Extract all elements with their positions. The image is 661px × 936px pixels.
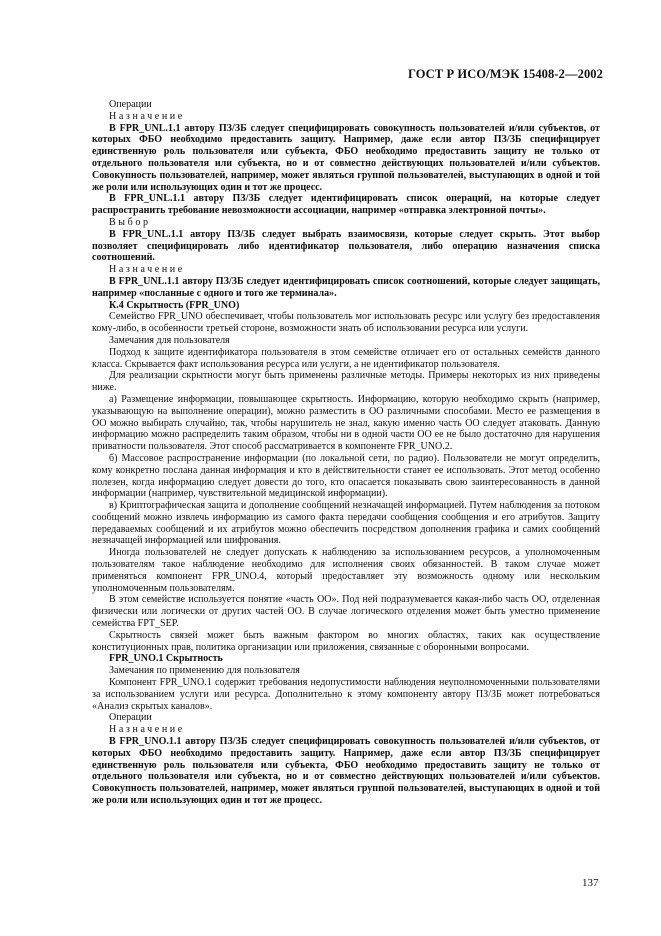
paragraph: В FPR_UNL.1.1 автору ПЗ/ЗБ следует идентифицировать список операций, на которые следует распространить требование невозможности ассоциации, например «отправка электронной почты». [92, 193, 600, 217]
paragraph: Замечания по применению для пользователя [109, 665, 300, 677]
paragraph: В FPR_UNL.1.1 автору ПЗ/ЗБ следует специфицировать совокупность пользователей и/или субъектов, от которых ФБО необходимо предоставить защиту. Например, даже если автор ПЗ/ЗБ специфицирует единственную роль пользователя или субъекта, ФБО необходимо предоставить защиту не только от отдельного пользователя или субъекта, но и от совместно действующих пользователей и/или субъектов. Совокупность пользователей, например, может являться группой пользователей, выступающих в одной и той же роли или использующих один и тот же процесс. [92, 122, 600, 193]
page-header: ГОСТ Р ИСО/МЭК 15408-2—2002 [407, 67, 603, 81]
paragraph: Операции [109, 712, 152, 724]
paragraph: FPR_UNO.1 Скрытность [109, 653, 223, 665]
paragraph: Иногда пользователей не следует допускать к наблюдению за использованием ресурсов, а уполномоченным пользователям такое наблюдение необходимо для исполнения своих обязанностей. В таком случае может применяться компонент FPR_UNO.4, который предоставляет эту возможность одному или нескольким уполномоченным пользователям. [92, 547, 600, 594]
paragraph: Для реализации скрытности могут быть применены различные методы. Примеры некоторых из них приведены ниже. [92, 370, 600, 394]
paragraph: К.4 Скрытность (FPR_UNO) [109, 299, 240, 311]
paragraph: Замечания для пользователя [109, 334, 230, 346]
paragraph: В FPR_UNO.1.1 автору ПЗ/ЗБ следует специфицировать совокупность пользователей и/или субъектов, от которых ФБО необходимо предоставить защиту. Например, даже если автор ПЗ/ЗБ специфицирует единственную роль пользователя или субъекта, ФБО необходимо предоставить защиту не только от отдельного пользователя или субъекта, но и от совместно действующих пользователей и/или субъектов. Совокупность пользователей, например, может являться группой пользователей, выступающих в одной и той же роли или использующих один и тот же процесс. [92, 736, 600, 807]
paragraph: В FPR_UNL.1.1 автору ПЗ/ЗБ следует идентифицировать список соотношений, которые следует защищать, например «посланные с одного и того же терминала». [92, 275, 600, 299]
paragraph: Семейство FPR_UNO обеспечивает, чтобы пользователь мог использовать ресурс или услугу без предоставления кому-либо, в особенности третьей стороне, возможности знать об использовании ресурса или услуги. [92, 311, 600, 335]
paragraph: Операции [109, 99, 152, 110]
paragraph: Подход к защите идентификатора пользователя в этом семействе отличает его от остальных семейств данного класса. Скрывается факт использования ресурса или услуги, а не идентификатор пользователя. [92, 346, 600, 370]
paragraph: б) Массовое распространение информации (по локальной сети, по радио). Пользователи не могут определить, кому конкретно послана данная информация и кто в действительности станет ее использовать. Этот метод особенно полезен, когда информацию следует довести до того, кто опасается показывать свою заинтересованность в данной информации (например, чувствительной медицинской информации). [92, 452, 600, 500]
paragraph: Назначение [109, 264, 185, 276]
paragraph: Компонент FPR_UNO.1 содержит требования недопустимости наблюдения неуполномоченными пользователями за использованием услуги или ресурса. Дополнительно к этому компоненту автору ПЗ/ЗБ может потребоваться «Анализ скрытых каналов». [92, 677, 600, 712]
document-body [92, 99, 600, 807]
paragraph: Назначение [109, 724, 185, 736]
paragraph: Скрытность связей может быть важным фактором во многих областях, таких как осуществление конституционных прав, политика организации или приложения, связанные с оборонными вопросами. [92, 629, 600, 653]
paragraph: В этом семействе используется понятие «часть ОО». Под ней подразумевается какая-либо часть ОО, отделенная физически или логически от других частей ОО. В случае логического отделения может быть уместно применение семейства FPT_SEP. [92, 594, 600, 630]
paragraph: Выбор [109, 216, 151, 228]
paragraph: в) Криптографическая защита и дополнение сообщений незначащей информацией. Путем наблюдения за потоком сообщений можно извлечь информацию из самого факта передачи сообщения сообщения и его атрибутов. Защиту передаваемых сообщений и их атрибутов можно обеспечить посредством дополнения графика и самих сообщений незначащей информацией или шифрования. [92, 500, 600, 547]
page-number: 137 [582, 877, 599, 889]
paragraph: Назначение [109, 110, 185, 122]
paragraph: В FPR_UNL.1.1 автору ПЗ/ЗБ следует выбрать взаимосвязи, которые следует скрыть. Этот выбор позволяет специфицировать либо идентификатор пользователя, либо операцию назначения списка соотношений. [92, 228, 600, 264]
paragraph: а) Размещение информации, повышающее скрытность. Информацию, которую необходимо скрыть (например, указывающую на выполнение операции), можно разместить в ОО различными способами. Место ее размещения в ОО можно выбирать случайно, так, чтобы нарушитель не знал, какую именно часть ОО следует атаковать. Данную информацию можно распределить таким образом, чтобы ни в одной части ОО ее не было достаточно для нарушения приватности пользователя. Этот способ рассматривается в компоненте FPR_UNO.2. [92, 393, 600, 453]
